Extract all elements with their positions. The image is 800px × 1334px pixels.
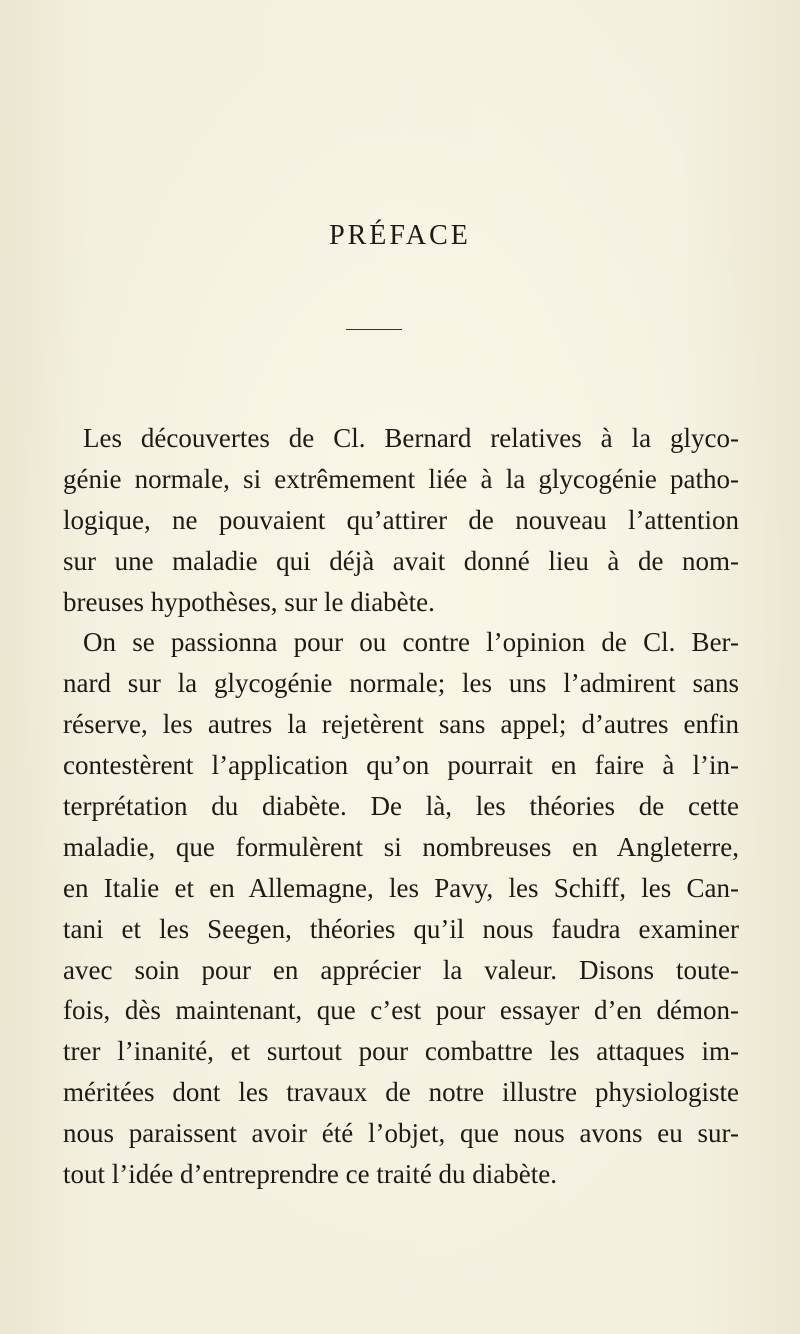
text-line: nous paraissent avoir été l’objet, que nous avons eu sur- [63, 1118, 739, 1149]
page-title: PRÉFACE [329, 220, 471, 251]
text-line: méritées dont les travaux de notre illustre physiologiste [63, 1077, 739, 1108]
title-divider [346, 329, 402, 330]
text-line: maladie, que formulèrent si nombreuses en Angleterre, [63, 831, 739, 862]
text-line: trer l’inanité, et surtout pour combattre les attaques im- [63, 1036, 739, 1067]
text-line: fois, dès maintenant, que c’est pour essayer d’en démon- [63, 995, 739, 1026]
text-line: en Italie et en Allemagne, les Pavy, les Schiff, les Can- [63, 872, 739, 903]
text-line: Les découvertes de Cl. Bernard relatives à la glyco- [83, 423, 739, 453]
text-line: tani et les Seegen, théories qu’il nous faudra examiner [63, 913, 739, 944]
text-line: nard sur la glycogénie normale; les uns l’admirent sans [63, 668, 739, 699]
text-line: contestèrent l’application qu’on pourrait en faire à l’in- [63, 750, 739, 781]
body-text [63, 418, 739, 1195]
text-line: logique, ne pouvaient qu’attirer de nouveau l’attention [63, 504, 739, 535]
text-line: réserve, les autres la rejetèrent sans appel; d’autres enfin [63, 709, 739, 740]
text-line: sur une maladie qui déjà avait donné lieu à de nom- [63, 545, 739, 576]
text-line: terprétation du diabète. De là, les théories de cette [63, 791, 739, 822]
text-line: génie normale, si extrêmement liée à la glycogénie patho- [63, 463, 739, 494]
text-line: tout l’idée d’entreprendre ce traité du diabète. [63, 1159, 558, 1190]
text-line: breuses hypothèses, sur le diabète. [63, 586, 435, 617]
text-line: avec soin pour en apprécier la valeur. Disons toute- [63, 954, 739, 985]
text-line: On se passionna pour ou contre l’opinion de Cl. Ber- [83, 627, 739, 658]
